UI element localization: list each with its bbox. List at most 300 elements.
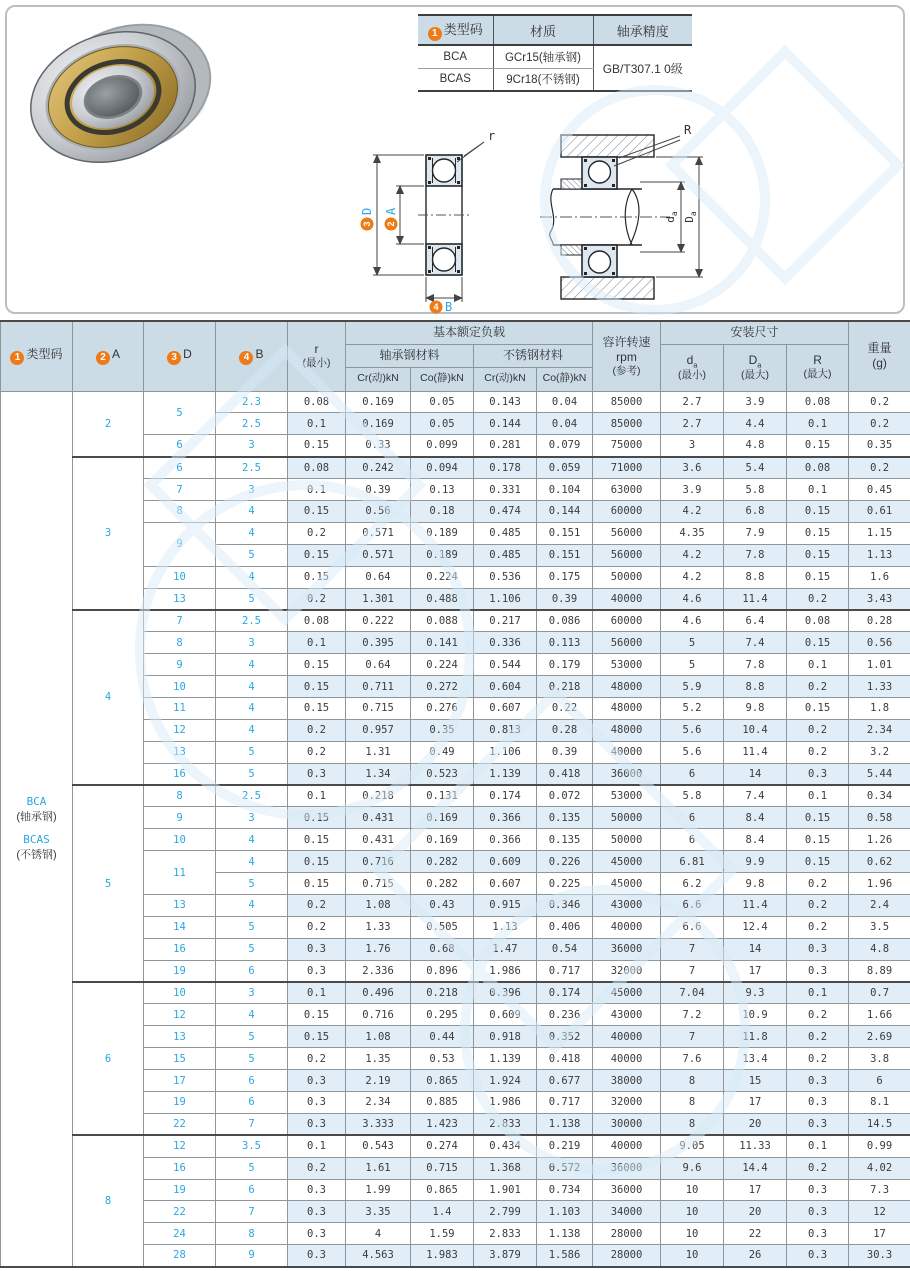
rpm-cell: 36000 (593, 938, 661, 960)
info-header-type-code-label: 类型码 (443, 22, 483, 37)
dim-b-cell: 6 (216, 1092, 288, 1114)
da-cell: 7 (661, 938, 724, 960)
material-bca: GCr15(轴承钢) (493, 45, 593, 68)
material-bcas: 9Cr18(不锈钢) (493, 68, 593, 91)
type-material-text: (轴承钢) (16, 811, 57, 824)
R-cell: 0.2 (787, 1048, 849, 1070)
col-header-Da: $D_a$ (最大) (724, 344, 787, 391)
r-min-cell: 0.15 (288, 566, 346, 588)
co-steel-cell: 0.218 (411, 982, 474, 1004)
R-cell: 0.3 (787, 960, 849, 982)
rpm-cell: 28000 (593, 1245, 661, 1267)
Da-cell: 11.4 (724, 741, 787, 763)
rpm-cell: 40000 (593, 588, 661, 610)
da-cell: 4.2 (661, 500, 724, 522)
Da-dim-label (683, 211, 698, 223)
weight-cell: 8.1 (849, 1092, 910, 1114)
badge-3-icon: 3 (167, 351, 181, 365)
info-header-precision: 轴承精度 (593, 15, 692, 45)
rpm-cell: 32000 (593, 960, 661, 982)
R-cell: 0.1 (787, 654, 849, 676)
rpm-cell: 50000 (593, 829, 661, 851)
R-cell: 0.15 (787, 435, 849, 457)
dim-d-cell: 19 (144, 1092, 216, 1114)
co-stainless-cell: 0.346 (537, 894, 593, 916)
cr-steel-cell: 1.301 (346, 588, 411, 610)
co-stainless-cell: 0.218 (537, 676, 593, 698)
r-min-cell: 0.1 (288, 785, 346, 807)
weight-cell: 1.96 (849, 873, 910, 895)
cr-steel-cell: 3.333 (346, 1113, 411, 1135)
type-code-cell (1, 391, 73, 1267)
weight-cell: 1.6 (849, 566, 910, 588)
Da-cell: 10.9 (724, 1004, 787, 1026)
material-info-table (418, 14, 692, 92)
cr-stainless-cell: 0.143 (474, 391, 537, 413)
co-stainless-cell: 1.138 (537, 1113, 593, 1135)
dim-a-cell: 3 (73, 457, 144, 610)
dim-b-cell: 6 (216, 1179, 288, 1201)
cr-steel-cell: 0.711 (346, 676, 411, 698)
dim-b-cell: 2.5 (216, 785, 288, 807)
co-steel-cell: 0.189 (411, 522, 474, 544)
cr-stainless-cell: 0.217 (474, 610, 537, 632)
dim-d-cell: 14 (144, 916, 216, 938)
da-cell: 6 (661, 829, 724, 851)
weight-cell: 1.13 (849, 544, 910, 566)
r-min-cell: 0.15 (288, 676, 346, 698)
dim-d-cell: 17 (144, 1070, 216, 1092)
r-min-cell: 0.3 (288, 960, 346, 982)
dim-b-cell: 4 (216, 500, 288, 522)
spec-row (1, 785, 910, 807)
co-stainless-cell: 0.086 (537, 610, 593, 632)
col-header-load-group: 基本额定负载 (346, 321, 593, 344)
weight-cell: 14.5 (849, 1113, 910, 1135)
cr-stainless-cell: 0.434 (474, 1135, 537, 1157)
rpm-cell: 45000 (593, 873, 661, 895)
cr-steel-cell: 1.33 (346, 916, 411, 938)
r-min-cell: 0.1 (288, 1135, 346, 1157)
weight-cell: 0.2 (849, 457, 910, 479)
badge-4-icon: 4 (239, 351, 253, 365)
cr-steel-cell: 0.957 (346, 719, 411, 741)
cr-steel-cell: 0.33 (346, 435, 411, 457)
cr-steel-cell: 0.715 (346, 697, 411, 719)
r-min-cell: 0.15 (288, 435, 346, 457)
da-cell: 9.6 (661, 1157, 724, 1179)
cr-stainless-cell: 0.915 (474, 894, 537, 916)
svg-text:4: 4 (433, 302, 439, 312)
R-cell: 0.1 (787, 785, 849, 807)
Da-cell: 17 (724, 1179, 787, 1201)
dimension-drawings (340, 106, 910, 318)
rpm-cell: 43000 (593, 1004, 661, 1026)
co-stainless-cell: 0.352 (537, 1026, 593, 1048)
cr-steel-cell: 0.431 (346, 829, 411, 851)
d-dim-label (360, 208, 374, 231)
Da-cell: 7.4 (724, 632, 787, 654)
cr-steel-cell: 1.99 (346, 1179, 411, 1201)
dim-d-cell: 9 (144, 522, 216, 566)
R-cell: 0.15 (787, 807, 849, 829)
a-dim-label (384, 207, 398, 231)
R-cell: 0.15 (787, 697, 849, 719)
da-cell: 4.2 (661, 544, 724, 566)
co-steel-cell: 0.276 (411, 697, 474, 719)
Da-cell: 14 (724, 938, 787, 960)
rpm-cell: 40000 (593, 916, 661, 938)
co-steel-cell: 0.141 (411, 632, 474, 654)
da-cell: 7.04 (661, 982, 724, 1004)
cr-stainless-cell: 1.986 (474, 1092, 537, 1114)
cr-steel-cell: 1.08 (346, 894, 411, 916)
dim-a-cell: 6 (73, 982, 144, 1135)
dim-d-cell: 22 (144, 1113, 216, 1135)
cr-stainless-cell: 0.366 (474, 829, 537, 851)
cr-steel-cell: 0.39 (346, 479, 411, 501)
rpm-cell: 53000 (593, 785, 661, 807)
dim-b-cell: 4 (216, 522, 288, 544)
dim-b-cell: 4 (216, 676, 288, 698)
Da-cell: 6.4 (724, 610, 787, 632)
R-cell: 0.08 (787, 610, 849, 632)
cr-steel-cell: 4 (346, 1223, 411, 1245)
dim-b-cell: 4 (216, 654, 288, 676)
r-min-cell: 0.2 (288, 588, 346, 610)
weight-cell: 5.44 (849, 763, 910, 785)
da-cell: 8 (661, 1070, 724, 1092)
col-header-a (73, 321, 144, 391)
r-min-cell: 0.08 (288, 610, 346, 632)
r-min-cell: 0.3 (288, 1070, 346, 1092)
type-material-text: (不锈钢) (16, 849, 57, 862)
cr-stainless-cell: 0.331 (474, 479, 537, 501)
r-min-cell: 0.3 (288, 938, 346, 960)
weight-cell: 1.15 (849, 522, 910, 544)
rpm-cell: 32000 (593, 1092, 661, 1114)
R-cell: 0.2 (787, 1026, 849, 1048)
col-header-cr-stainless: Cr(动)kN (474, 367, 537, 391)
co-stainless-cell: 0.04 (537, 413, 593, 435)
co-stainless-cell: 0.219 (537, 1135, 593, 1157)
cr-stainless-cell: 0.609 (474, 1004, 537, 1026)
weight-cell: 0.58 (849, 807, 910, 829)
R-cell: 0.08 (787, 457, 849, 479)
dim-d-cell: 12 (144, 719, 216, 741)
Da-cell: 5.4 (724, 457, 787, 479)
bearing-photo (15, 13, 225, 183)
rpm-cell: 45000 (593, 851, 661, 873)
cr-stainless-cell: 0.281 (474, 435, 537, 457)
dim-b-cell: 3 (216, 479, 288, 501)
Da-cell: 9.9 (724, 851, 787, 873)
weight-cell: 0.61 (849, 500, 910, 522)
spec-row (1, 982, 910, 1004)
r-min-cell: 0.15 (288, 829, 346, 851)
weight-cell: 1.8 (849, 697, 910, 719)
dim-d-cell: 11 (144, 851, 216, 895)
Da-cell: 14.4 (724, 1157, 787, 1179)
dim-b-cell: 5 (216, 1048, 288, 1070)
da-cell: 8 (661, 1113, 724, 1135)
Da-cell: 11.4 (724, 894, 787, 916)
badge-2-icon: 2 (96, 351, 110, 365)
col-header-b (216, 321, 288, 391)
R-cell: 0.2 (787, 741, 849, 763)
co-steel-cell: 0.169 (411, 829, 474, 851)
R-cell: 0.15 (787, 500, 849, 522)
dim-d-cell: 7 (144, 610, 216, 632)
dim-b-cell: 7 (216, 1113, 288, 1135)
co-stainless-cell: 0.072 (537, 785, 593, 807)
Da-cell: 7.8 (724, 544, 787, 566)
Da-cell: 13.4 (724, 1048, 787, 1070)
co-steel-cell: 0.282 (411, 873, 474, 895)
co-stainless-cell: 0.113 (537, 632, 593, 654)
svg-text:B: B (445, 300, 453, 314)
dim-b-cell: 5 (216, 741, 288, 763)
spec-row (1, 1135, 910, 1157)
da-cell: 5 (661, 654, 724, 676)
da-cell: 5.2 (661, 697, 724, 719)
co-stainless-cell: 0.22 (537, 697, 593, 719)
co-steel-cell: 0.49 (411, 741, 474, 763)
co-steel-cell: 0.523 (411, 763, 474, 785)
dim-d-cell: 8 (144, 632, 216, 654)
dim-b-cell: 4 (216, 719, 288, 741)
dim-d-cell: 13 (144, 1026, 216, 1048)
Da-cell: 3.9 (724, 391, 787, 413)
co-steel-cell: 0.131 (411, 785, 474, 807)
r-min-cell: 0.15 (288, 654, 346, 676)
col-header-steel: 轴承钢材料 (346, 344, 474, 367)
co-stainless-cell: 0.179 (537, 654, 593, 676)
da-dim-label (664, 211, 679, 223)
cr-steel-cell: 0.395 (346, 632, 411, 654)
dim-d-cell: 16 (144, 1157, 216, 1179)
r-min-cell: 0.15 (288, 851, 346, 873)
rpm-cell: 75000 (593, 435, 661, 457)
cr-steel-cell: 1.34 (346, 763, 411, 785)
co-steel-cell: 0.224 (411, 654, 474, 676)
co-stainless-cell: 0.717 (537, 1092, 593, 1114)
co-stainless-cell: 0.39 (537, 588, 593, 610)
dim-b-cell: 5 (216, 938, 288, 960)
badge-1-icon: 1 (428, 27, 442, 41)
col-header-b-label: B (255, 347, 264, 362)
type-code-text: BCAS (23, 833, 50, 847)
rpm-cell: 50000 (593, 807, 661, 829)
r-min-cell: 0.1 (288, 982, 346, 1004)
r-min-cell: 0.2 (288, 1048, 346, 1070)
r-min-cell: 0.3 (288, 1092, 346, 1114)
r-min-cell: 0.2 (288, 522, 346, 544)
col-header-R: R (最大) (787, 344, 849, 391)
R-cell: 0.1 (787, 413, 849, 435)
rpm-cell: 48000 (593, 676, 661, 698)
weight-cell: 4.8 (849, 938, 910, 960)
co-stainless-cell: 0.059 (537, 457, 593, 479)
dim-b-cell: 6 (216, 1070, 288, 1092)
da-cell: 9.05 (661, 1135, 724, 1157)
cr-steel-cell: 1.61 (346, 1157, 411, 1179)
col-header-d (144, 321, 216, 391)
weight-cell: 4.02 (849, 1157, 910, 1179)
weight-cell: 0.2 (849, 413, 910, 435)
Da-cell: 8.8 (724, 676, 787, 698)
R-cell: 0.15 (787, 851, 849, 873)
R-cell: 0.15 (787, 544, 849, 566)
co-stainless-cell: 0.079 (537, 435, 593, 457)
r-min-cell: 0.08 (288, 457, 346, 479)
da-cell: 4.6 (661, 610, 724, 632)
weight-cell: 30.3 (849, 1245, 910, 1267)
Da-cell: 4.4 (724, 413, 787, 435)
rpm-cell: 50000 (593, 566, 661, 588)
spec-table-header (1, 321, 910, 391)
co-stainless-cell: 1.138 (537, 1223, 593, 1245)
r-min-cell: 0.2 (288, 741, 346, 763)
co-stainless-cell: 1.103 (537, 1201, 593, 1223)
weight-cell: 0.45 (849, 479, 910, 501)
r-min-cell: 0.2 (288, 894, 346, 916)
rpm-cell: 40000 (593, 741, 661, 763)
r-min-cell: 0.3 (288, 1201, 346, 1223)
cr-steel-cell: 0.56 (346, 500, 411, 522)
cr-steel-cell: 0.222 (346, 610, 411, 632)
dim-b-cell: 5 (216, 1157, 288, 1179)
da-cell: 4.35 (661, 522, 724, 544)
cr-steel-cell: 2.34 (346, 1092, 411, 1114)
type-code-text: BCA (26, 795, 47, 809)
cr-steel-cell: 0.496 (346, 982, 411, 1004)
da-cell: 6.6 (661, 894, 724, 916)
R-cell: 0.3 (787, 1245, 849, 1267)
dim-a-cell: 8 (73, 1135, 144, 1266)
spec-table (0, 320, 910, 1268)
precision-value: GB/T307.1 0级 (593, 45, 692, 91)
cr-steel-cell: 0.543 (346, 1135, 411, 1157)
Da-cell: 7.8 (724, 654, 787, 676)
Da-cell: 20 (724, 1201, 787, 1223)
co-steel-cell: 0.865 (411, 1179, 474, 1201)
R-cell: 0.3 (787, 1179, 849, 1201)
cr-stainless-cell: 0.485 (474, 544, 537, 566)
r-min-cell: 0.3 (288, 1113, 346, 1135)
co-steel-cell: 0.272 (411, 676, 474, 698)
co-stainless-cell: 0.28 (537, 719, 593, 741)
dim-b-cell: 4 (216, 894, 288, 916)
cr-stainless-cell: 1.106 (474, 588, 537, 610)
rpm-cell: 60000 (593, 610, 661, 632)
co-steel-cell: 0.885 (411, 1092, 474, 1114)
R-cell: 0.2 (787, 719, 849, 741)
co-steel-cell: 0.099 (411, 435, 474, 457)
dim-d-cell: 5 (144, 391, 216, 435)
R-cell: 0.2 (787, 1004, 849, 1026)
cr-stainless-cell: 0.544 (474, 654, 537, 676)
co-stainless-cell: 1.586 (537, 1245, 593, 1267)
dim-a-cell: 2 (73, 391, 144, 457)
r-min-cell: 0.2 (288, 1157, 346, 1179)
da-cell: 7.6 (661, 1048, 724, 1070)
cr-stainless-cell: 2.833 (474, 1113, 537, 1135)
cr-steel-cell: 2.19 (346, 1070, 411, 1092)
R-cell: 0.2 (787, 676, 849, 698)
R-cell: 0.15 (787, 566, 849, 588)
weight-cell: 8.89 (849, 960, 910, 982)
dim-d-cell: 10 (144, 982, 216, 1004)
dim-b-cell: 5 (216, 873, 288, 895)
R-cell: 0.2 (787, 873, 849, 895)
R-cell: 0.1 (787, 1135, 849, 1157)
r-min-cell: 0.3 (288, 1179, 346, 1201)
Da-cell: 5.8 (724, 479, 787, 501)
Da-cell: 17 (724, 1092, 787, 1114)
r-min-cell: 0.1 (288, 479, 346, 501)
dim-d-cell: 13 (144, 894, 216, 916)
weight-cell: 17 (849, 1223, 910, 1245)
cr-steel-cell: 0.169 (346, 413, 411, 435)
co-steel-cell: 0.189 (411, 544, 474, 566)
svg-text:da: $d_a$ (664, 211, 679, 223)
rpm-cell: 56000 (593, 544, 661, 566)
Da-cell: 7.9 (724, 522, 787, 544)
type-code-bca: BCA (418, 45, 493, 68)
mounted-section-view (540, 135, 670, 299)
R-cell: 0.2 (787, 588, 849, 610)
Da-cell: 4.8 (724, 435, 787, 457)
co-stainless-cell: 0.734 (537, 1179, 593, 1201)
co-stainless-cell: 0.717 (537, 960, 593, 982)
dim-a-cell: 5 (73, 785, 144, 982)
dim-b-cell: 5 (216, 763, 288, 785)
co-steel-cell: 0.44 (411, 1026, 474, 1048)
info-row-bca (418, 45, 692, 68)
dim-b-cell: 3 (216, 982, 288, 1004)
co-steel-cell: 0.282 (411, 851, 474, 873)
svg-text:2: 2 (386, 221, 396, 227)
r-min-cell: 0.2 (288, 719, 346, 741)
cr-steel-cell: 3.35 (346, 1201, 411, 1223)
dim-d-cell: 11 (144, 697, 216, 719)
dim-d-cell: 28 (144, 1245, 216, 1267)
cr-stainless-cell: 0.178 (474, 457, 537, 479)
Da-cell: 11.33 (724, 1135, 787, 1157)
Da-cell: 9.8 (724, 697, 787, 719)
R-cell: 0.15 (787, 829, 849, 851)
r-min-cell: 0.08 (288, 391, 346, 413)
da-cell: 10 (661, 1245, 724, 1267)
weight-cell: 2.34 (849, 719, 910, 741)
rpm-cell: 45000 (593, 982, 661, 1004)
R-cell: 0.3 (787, 1070, 849, 1092)
da-cell: 10 (661, 1179, 724, 1201)
col-header-cr-steel: Cr(动)kN (346, 367, 411, 391)
cr-stainless-cell: 1.986 (474, 960, 537, 982)
cr-stainless-cell: 0.174 (474, 785, 537, 807)
info-header-type-code (418, 15, 493, 45)
co-stainless-cell: 0.135 (537, 807, 593, 829)
co-stainless-cell: 0.572 (537, 1157, 593, 1179)
rpm-cell: 53000 (593, 654, 661, 676)
col-header-mount-group: 安装尺寸 (661, 321, 849, 344)
spec-row (1, 457, 910, 479)
co-stainless-cell: 0.54 (537, 938, 593, 960)
dim-d-cell: 22 (144, 1201, 216, 1223)
col-header-rpm: 容许转速 rpm (参考) (593, 321, 661, 391)
